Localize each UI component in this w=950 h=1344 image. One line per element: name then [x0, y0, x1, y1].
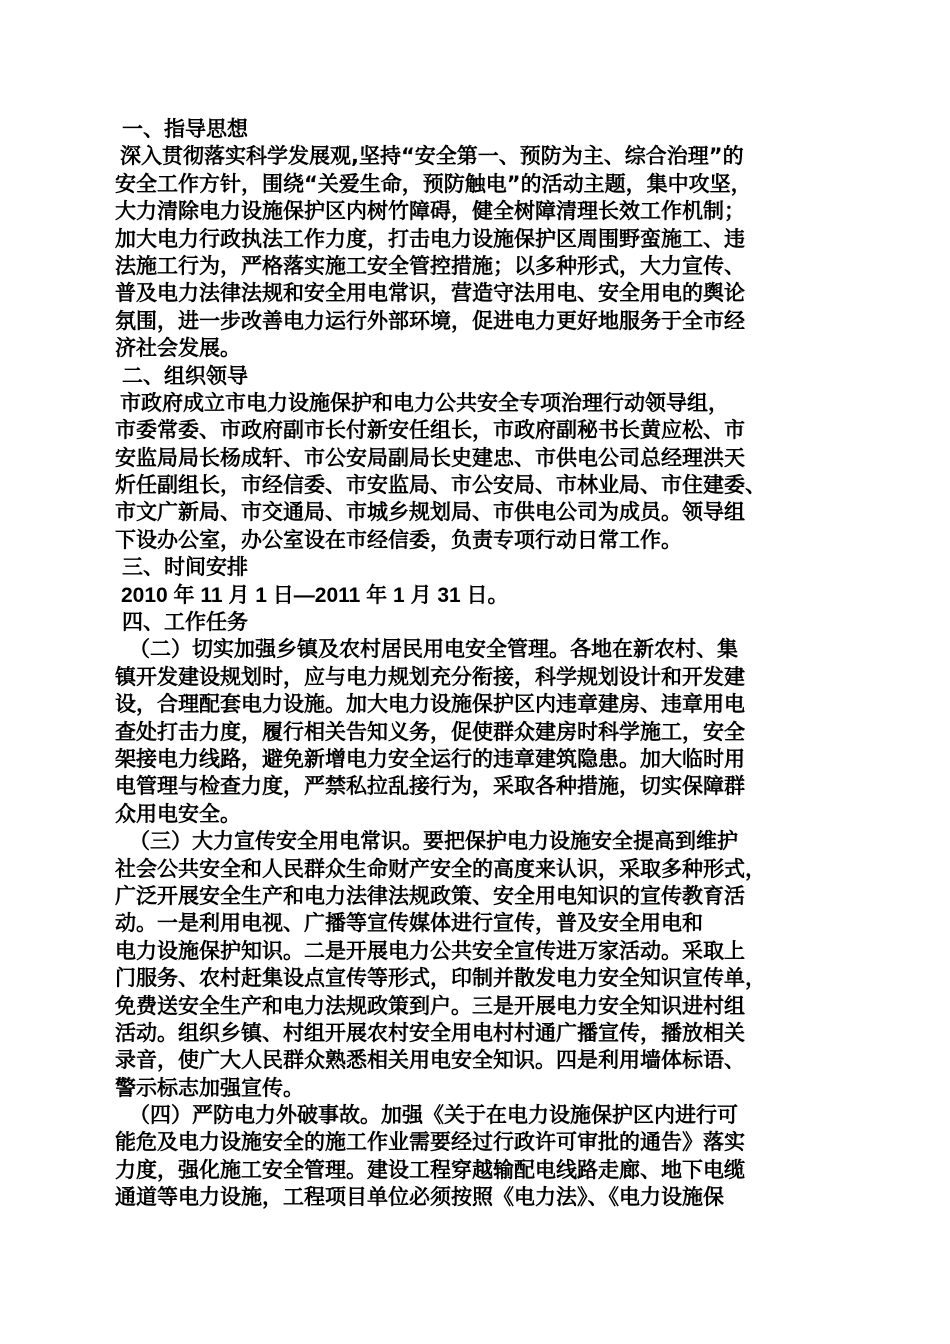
paragraph-line: 免费送安全生产和电力法规政策到户。三是开展电力安全知识进村组 [115, 993, 745, 1018]
section-heading-schedule: 三、时间安排 [122, 555, 248, 580]
paragraph-line: 安全工作方针，围绕“关爱生命，预防触电”的活动主题，集中攻坚， [115, 171, 752, 196]
section-heading-tasks: 四、工作任务 [122, 610, 248, 635]
paragraph-line: （三）大力宣传安全用电常识。要把保护电力设施安全提高到维护 [129, 829, 738, 854]
paragraph-line: 能危及电力设施安全的施工作业需要经过行政许可审批的通告》落实 [115, 1130, 745, 1155]
paragraph-line: 门服务、农村赶集设点宣传等形式，印制并散发电力安全知识宣传单， [115, 966, 766, 991]
paragraph-line: 大力清除电力设施保护区内树竹障碍，健全树障清理长效工作机制； [115, 199, 745, 224]
paragraph-line: 广泛开展安全生产和电力法律法规政策、安全用电知识的宣传教育活 [115, 883, 745, 908]
paragraph-line: 设，合理配套电力设施。加大电力设施保护区内违章建房、违章用电 [115, 692, 745, 717]
paragraph-line: 社会公共安全和人民群众生命财产安全的高度来认识，采取多种形式， [115, 856, 766, 881]
paragraph-line: 下设办公室，办公室设在市经信委，负责专项行动日常工作。 [115, 527, 682, 552]
paragraph-line: 动。一是利用电视、广播等宣传媒体进行宣传，普及安全用电和 [115, 911, 703, 936]
paragraph-line: 市政府成立市电力设施保护和电力公共安全专项治理行动领导组， [120, 390, 729, 415]
paragraph-line: 济社会发展。 [115, 336, 241, 361]
paragraph-line: 电力设施保护知识。二是开展电力公共安全宣传进万家活动。采取上 [115, 938, 745, 963]
document-page [115, 116, 845, 1212]
paragraph-line: 查处打击力度，履行相关告知义务，促使群众建房时科学施工，安全 [115, 719, 745, 744]
paragraph-line: 深入贯彻落实科学发展观,坚持“安全第一、预防为主、综合治理”的 [120, 144, 744, 169]
paragraph-line: 市委常委、市政府副市长付新安任组长，市政府副秘书长黄应松、市 [115, 418, 745, 443]
paragraph-line: 镇开发建设规划时，应与电力规划充分衔接，科学规划设计和开发建 [115, 664, 745, 689]
paragraph-line: 普及电力法律法规和安全用电常识，营造守法用电、安全用电的舆论 [115, 281, 745, 306]
paragraph-line: 众用电安全。 [115, 801, 241, 826]
paragraph-line: 氛围，进一步改善电力运行外部环境，促进电力更好地服务于全市经 [115, 308, 745, 333]
paragraph-line: 录音，使广大人民群众熟悉相关用电安全知识。四是利用墙体标语、 [115, 1048, 745, 1073]
paragraph-line: 炘任副组长，市经信委、市安监局、市公安局、市林业局、市住建委、 [115, 473, 766, 498]
section-heading-guiding-ideology: 一、指导思想 [122, 117, 248, 141]
paragraph-line: 活动。组织乡镇、村组开展农村安全用电村村通广播宣传，播放相关 [115, 1020, 745, 1045]
paragraph-line: 警示标志加强宣传。 [115, 1075, 304, 1100]
paragraph-line: （四）严防电力外破事故。加强《关于在电力设施保护区内进行可 [129, 1103, 738, 1128]
paragraph-line: 电管理与检查力度，严禁私拉乱接行为，采取各种措施，切实保障群 [115, 774, 745, 799]
schedule-date-range: 2010 年 11 月 1 日—2011 年 1 月 31 日。 [121, 583, 509, 607]
paragraph-line: 加大电力行政执法工作力度，打击电力设施保护区周围野蛮施工、违 [115, 226, 745, 251]
section-heading-organization: 二、组织领导 [122, 363, 248, 388]
paragraph-line: 通道等电力设施，工程项目单位必须按照《电力法》、《电力设施保 [115, 1185, 724, 1210]
paragraph-line: 架接电力线路，避免新增电力安全运行的违章建筑隐患。加大临时用 [115, 746, 745, 771]
paragraph-line: 法施工行为，严格落实施工安全管控措施；以多种形式，大力宣传、 [115, 253, 745, 278]
paragraph-line: （二）切实加强乡镇及农村居民用电安全管理。各地在新农村、集 [129, 637, 738, 662]
paragraph-line: 力度，强化施工安全管理。建设工程穿越输配电线路走廊、地下电缆 [115, 1157, 745, 1182]
paragraph-line: 安监局局长杨成轩、市公安局副局长史建忠、市供电公司总经理洪天 [115, 445, 745, 470]
paragraph-line: 市文广新局、市交通局、市城乡规划局、市供电公司为成员。领导组 [115, 500, 745, 525]
